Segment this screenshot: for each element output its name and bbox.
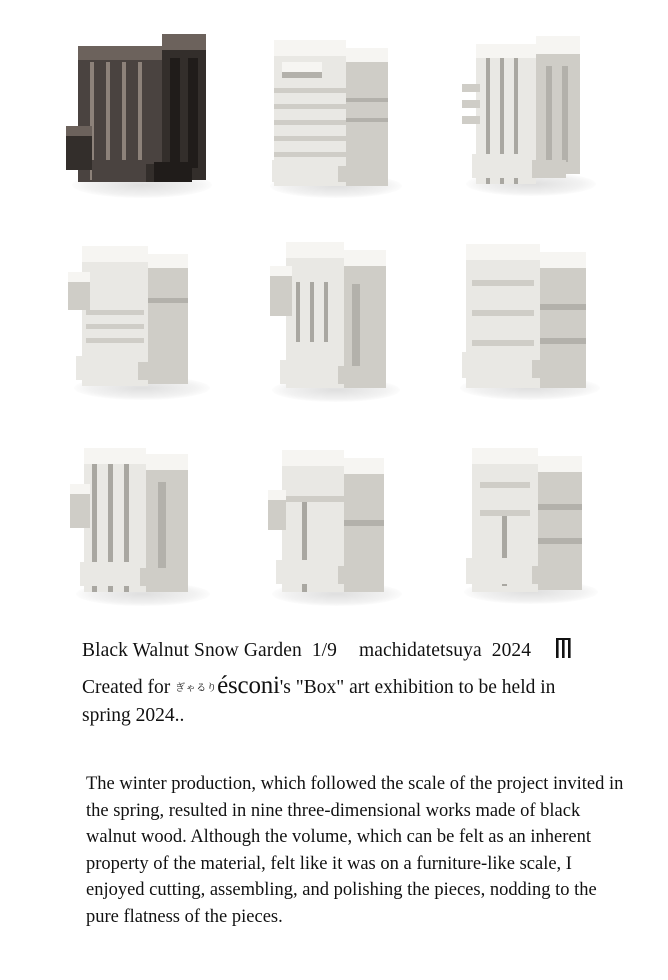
gallery-item-3[interactable]	[446, 22, 636, 212]
work-index: 1/9	[311, 640, 338, 661]
sculpture-figure-6	[446, 226, 636, 416]
body-paragraph: The winter production, which followed the scale of the project invited in the spring, resulted in nine three-dimensional works made of black walnut wood. Although the volume, which can be felt as an inherent property of the material, felt like it was on a furniture-like scale, I enjoyed cutting, assembling, and polishing the pieces, nodding to the pure flatness of the pieces.	[86, 774, 624, 927]
work-year: 2024	[491, 640, 532, 661]
sculpture-figure-1	[58, 22, 248, 212]
gallery-name: ésconi	[217, 672, 280, 699]
sculpture-figure-7	[58, 430, 248, 620]
author-name: machidatetsuya	[359, 640, 482, 661]
gallery-item-4[interactable]	[58, 226, 248, 416]
caption-block	[0, 636, 668, 930]
gallery-item-5[interactable]	[252, 226, 442, 416]
sculpture-figure-5	[252, 226, 442, 416]
gallery-jp-label: ぎゃるり	[175, 683, 218, 694]
gallery-item-7[interactable]	[58, 430, 248, 620]
gallery-item-6[interactable]	[446, 226, 636, 416]
body-copy	[86, 771, 626, 930]
sculpture-figure-4	[58, 226, 248, 416]
work-title: Black Walnut Snow Garden	[82, 640, 302, 661]
sculpture-figure-2	[252, 22, 442, 212]
subtitle-line	[82, 672, 602, 729]
sculpture-figure-8	[252, 430, 442, 620]
gallery-item-9[interactable]	[446, 430, 636, 620]
gallery-item-8[interactable]	[252, 430, 442, 620]
three-bar-logo-icon	[555, 638, 581, 660]
gallery-item-1[interactable]	[58, 22, 248, 212]
subtitle-tail: 's "Box" art exhibition to be held in spring 2024..	[82, 677, 556, 726]
title-line	[82, 636, 668, 666]
subtitle-lead: Created for	[82, 677, 171, 698]
gallery-item-2[interactable]	[252, 22, 442, 212]
sculpture-figure-3	[446, 22, 636, 212]
sculpture-figure-9	[446, 430, 636, 620]
